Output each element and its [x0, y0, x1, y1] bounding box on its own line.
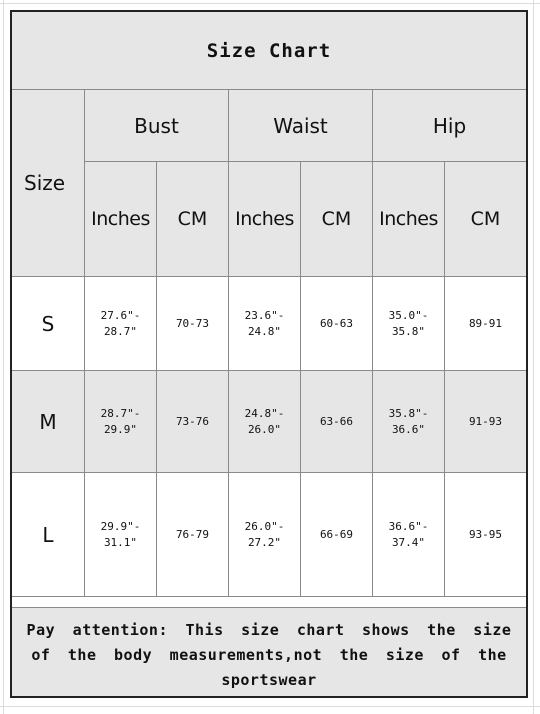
- table-cell: [229, 277, 301, 371]
- hip-inches-from: 36.6"-: [388, 519, 429, 533]
- bust-inches-to: 29.9": [103, 422, 138, 436]
- table-cell: [373, 277, 445, 371]
- bust-cm-value: 76-79: [157, 473, 229, 597]
- bust-inches-from: 27.6"-: [100, 308, 141, 322]
- table-cell: [85, 277, 157, 371]
- hip-header: Hip: [373, 90, 526, 162]
- waist-inches-to: 24.8": [247, 324, 282, 338]
- attention-note: Pay attention: This size chart shows the size of the body measurements,not the size of the sportswear: [12, 607, 526, 696]
- bust-cm-header: CM: [157, 162, 229, 277]
- waist-cm-header: CM: [301, 162, 373, 277]
- table-cell: [85, 371, 157, 473]
- table-cell: [373, 371, 445, 473]
- size-label-l: L: [12, 473, 85, 597]
- waist-inches-from: 24.8"-: [244, 406, 285, 420]
- bust-inches-from: 29.9"-: [100, 519, 141, 533]
- waist-header: Waist: [229, 90, 373, 162]
- waist-inches-to: 27.2": [247, 535, 282, 549]
- hip-inches-to: 35.8": [391, 324, 426, 338]
- hip-inches-to: 36.6": [391, 422, 426, 436]
- waist-cm-value: 60-63: [301, 277, 373, 371]
- bust-inches-from: 28.7"-: [100, 406, 141, 420]
- waist-inches-from: 23.6"-: [244, 308, 285, 322]
- bust-cm-value: 73-76: [157, 371, 229, 473]
- waist-cm-value: 63-66: [301, 371, 373, 473]
- bust-header: Bust: [85, 90, 229, 162]
- hip-cm-value: 89-91: [445, 277, 526, 371]
- table-cell: [373, 473, 445, 597]
- waist-inches-header: Inches: [229, 162, 301, 277]
- bust-inches-to: 28.7": [103, 324, 138, 338]
- table-cell: [229, 473, 301, 597]
- size-chart-table: [10, 10, 528, 698]
- waist-inches-to: 26.0": [247, 422, 282, 436]
- table-cell: [229, 371, 301, 473]
- size-label-s: S: [12, 277, 85, 371]
- waist-cm-value: 66-69: [301, 473, 373, 597]
- size-label-m: M: [12, 371, 85, 473]
- bust-cm-value: 70-73: [157, 277, 229, 371]
- hip-inches-from: 35.0"-: [388, 308, 429, 322]
- bust-inches-to: 31.1": [103, 535, 138, 549]
- hip-inches-header: Inches: [373, 162, 445, 277]
- bust-inches-header: Inches: [85, 162, 157, 277]
- table-cell: [85, 473, 157, 597]
- hip-cm-value: 91-93: [445, 371, 526, 473]
- hip-inches-from: 35.8"-: [388, 406, 429, 420]
- waist-inches-from: 26.0"-: [244, 519, 285, 533]
- hip-cm-header: CM: [445, 162, 526, 277]
- hip-cm-value: 93-95: [445, 473, 526, 597]
- table-title: Size Chart: [12, 12, 526, 90]
- hip-inches-to: 37.4": [391, 535, 426, 549]
- size-column-header: Size: [12, 90, 85, 277]
